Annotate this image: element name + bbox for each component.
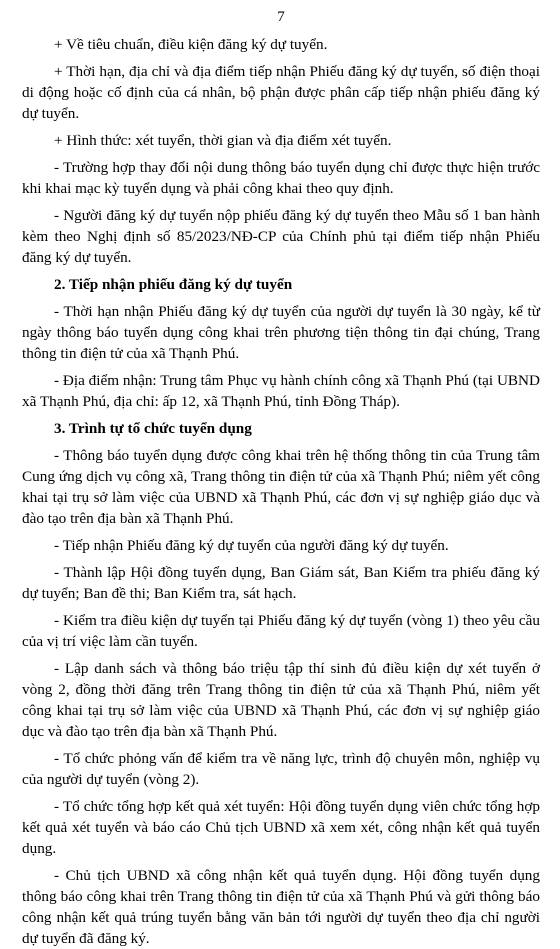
paragraph-results-approval: - Chủ tịch UBND xã công nhận kết quả tuyển dụng. Hội đồng tuyển dụng thông báo công khai trên Trang thông tin điện tử của xã Thạnh Phú và gửi thông báo công nhận kết quả trúng tuyển bằng văn bản tới người dự tuyển theo địa chỉ người dự tuyển đã đăng ký. [22,867,540,947]
paragraph-receive-forms: - Tiếp nhận Phiếu đăng ký dự tuyển của người đăng ký dự tuyển. [54,537,449,554]
paragraph-criteria: + Về tiêu chuẩn, điều kiện đăng ký dự tuyển. [54,36,328,53]
paragraph-form: + Hình thức: xét tuyển, thời gian và địa điểm xét tuyển. [54,132,392,149]
paragraph-change-notice: - Trường hợp thay đổi nội dung thông báo tuyển dụng chỉ được thực hiện trước khi khai mạc kỳ tuyển dụng và phải công khai theo quy định. [22,159,540,197]
paragraph-candidate-list: - Lập danh sách và thông báo triệu tập thí sinh đủ điều kiện dự xét tuyển ở vòng 2, đồng thời đăng trên Trang thông tin điện tử của xã Thạnh Phú, niêm yết công khai tại trụ sở làm việc của UBND xã Thạnh Phú, các đơn vị sự nghiệp giáo dục và đào tạo trên địa bàn xã Thạnh Phú. [22,660,540,740]
paragraph-deadline-address: + Thời hạn, địa chỉ và địa điểm tiếp nhận Phiếu đăng ký dự tuyển, số điện thoại di động hoặc cố định của cá nhân, bộ phận được phân cấp tiếp nhận phiếu đăng ký dự tuyển. [22,63,540,122]
paragraph-submission: - Người đăng ký dự tuyển nộp phiếu đăng ký dự tuyển theo Mẫu số 1 ban hành kèm theo Nghị định số 85/2023/NĐ-CP của Chính phủ tại điểm tiếp nhận Phiếu đăng ký dự tuyển. [22,207,540,266]
page-number: 7 [277,9,285,25]
section-heading-3: 3. Trình tự tổ chức tuyển dụng [54,420,252,437]
paragraph-interview: - Tổ chức phỏng vấn để kiểm tra về năng lực, trình độ chuyên môn, nghiệp vụ của người dự tuyển (vòng 2). [22,750,540,788]
paragraph-receipt-location: - Địa điểm nhận: Trung tâm Phục vụ hành chính công xã Thạnh Phú (tại UBND xã Thạnh Phú, địa chỉ: ấp 12, xã Thạnh Phú, tỉnh Đồng Tháp). [22,372,540,410]
section-heading-2: 2. Tiếp nhận phiếu đăng ký dự tuyển [54,276,293,293]
paragraph-results-summary: - Tổ chức tổng hợp kết quả xét tuyển: Hội đồng tuyển dụng viên chức tổng hợp kết quả xét tuyển và báo cáo Chủ tịch UBND xã xem xét, công nhận kết quả tuyển dụng. [22,798,540,857]
paragraph-announcement: - Thông báo tuyển dụng được công khai trên hệ thống thông tin của Trung tâm Cung ứng dịch vụ công xã, Trang thông tin điện tử của xã Thạnh Phú; niêm yết công khai tại trụ sở làm việc của UBND xã Thạnh Phú, các đơn vị sự nghiệp giáo dục và đào tạo trên địa bàn xã Thạnh Phú. [22,447,540,527]
paragraph-round-1: - Kiểm tra điều kiện dự tuyển tại Phiếu đăng ký dự tuyển (vòng 1) theo yêu cầu của vị trí việc làm cần tuyển. [22,612,540,650]
paragraph-receipt-period: - Thời hạn nhận Phiếu đăng ký dự tuyển của người dự tuyển là 30 ngày, kể từ ngày thông báo tuyển dụng công khai trên phương tiện thông tin đại chúng, Trang thông tin điện tử của xã Thạnh Phú. [22,303,540,362]
paragraph-council: - Thành lập Hội đồng tuyển dụng, Ban Giám sát, Ban Kiểm tra phiếu đăng ký dự tuyển; Ban đề thi; Ban Kiểm tra, sát hạch. [22,564,540,602]
